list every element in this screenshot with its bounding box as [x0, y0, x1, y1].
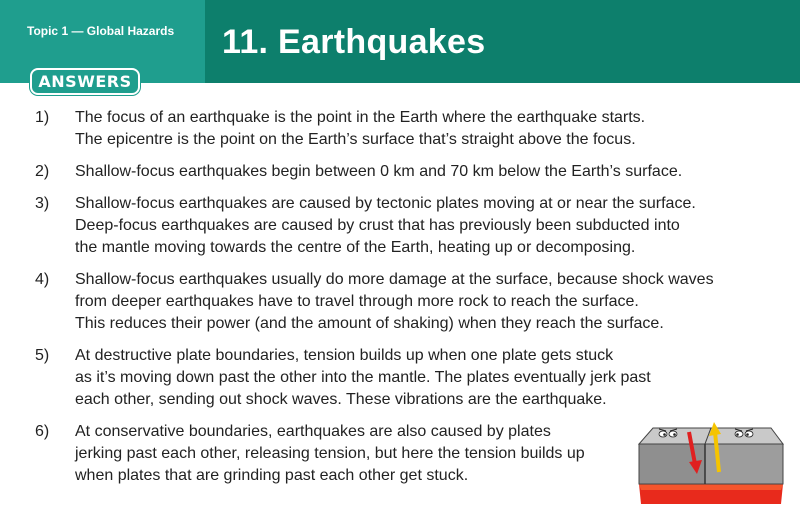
answer-number: 4) [35, 271, 50, 288]
answer-number: 5) [35, 347, 50, 364]
answer-text: At destructive plate boundaries, tension builds up when one plate gets stuck as it’s moving down past the other into the mantle. The plates eventually jerk past each other, sending out shock waves. These vibrations are the earthquake. [75, 347, 651, 408]
answers-badge: ANSWERS [30, 68, 140, 95]
answer-text: Shallow-focus earthquakes begin between 0 km and 70 km below the Earth’s surface. [75, 163, 683, 180]
answer-number: 6) [35, 423, 50, 440]
answer-text: The focus of an earthquake is the point in the Earth where the earthquake starts. The epicentre is the point on the Earth’s surface that’s straight above the focus. [75, 109, 646, 148]
answer-number: 1) [35, 109, 50, 126]
answer-number: 2) [35, 163, 50, 180]
answer-text: Shallow-focus earthquakes are caused by tectonic plates moving at or near the surface. Deep-focus earthquakes are caused by crust that has previously been subducted into the mantle moving towards the centre of the Earth, heating up or decomposing. [75, 195, 696, 256]
answer-number: 3) [35, 195, 50, 212]
answer-item [35, 107, 795, 151]
plate-boundary-icon [631, 414, 791, 506]
answer-text: Shallow-focus earthquakes usually do more damage at the surface, because shock waves from deeper earthquakes have to travel through more rock to reach the surface. This reduces their power (and the amount of shaking) when they reach the surface. [75, 271, 714, 332]
answer-item [35, 269, 795, 335]
answer-item [35, 345, 795, 411]
answer-item [35, 193, 795, 259]
answer-text: At conservative boundaries, earthquakes are also caused by plates jerking past each other, releasing tension, but here the tension builds up when plates that are grinding past each other get stuck. [75, 423, 585, 484]
page-title: 11. Earthquakes [222, 23, 486, 61]
answer-item [35, 161, 795, 183]
topic-label: Topic 1 — Global Hazards [27, 24, 175, 38]
plate-boundary-illustration [631, 414, 791, 506]
